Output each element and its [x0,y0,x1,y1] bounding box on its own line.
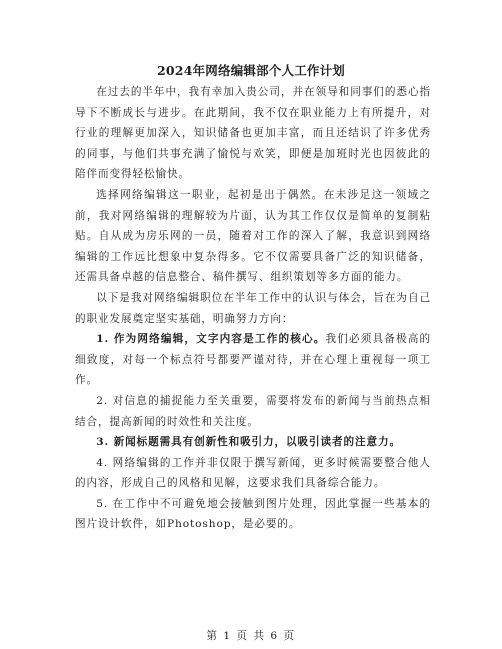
list-item-1 [75,329,431,391]
paragraph-intro [75,82,431,185]
list-item-text: 5. 在工作中不可避免地会接触到图片处理，因此掌握一些基本的图片设计软件，如Photoshop，是必要的。 [75,497,431,531]
list-item-2 [75,391,431,432]
paragraph-text: 以下是我对网络编辑职位在半年工作中的认识与体会，旨在为自己的职业发展奠定坚实基础，明确努力方向： [75,291,431,325]
document-title: 2024年网络编辑部个人工作计划 [157,63,345,78]
list-item-text: 2. 对信息的捕捉能力至关重要，需要将发布的新闻与当前热点相结合，提高新闻的时效性和关注度。 [75,394,431,428]
paragraph-text: 在过去的半年中，我有幸加入贵公司，并在领导和同事们的悉心指导下不断成长与进步。在此期间，我不仅在职业能力上有所提升，对行业的理解更加深入，知识储备也更加丰富，而且还结识了许多优秀的同事，与他们共事充满了愉悦与欢笑，即便是加班时光也因彼此的陪伴而变得轻松愉快。 [75,86,431,181]
paragraph-career-choice [75,185,431,288]
paragraph-summary-lead [75,288,431,329]
list-item-text: 4. 网络编辑的工作并非仅限于撰写新闻，更多时候需要整合他人的内容，形成自己的风格和见解，这要求我们具备综合能力。 [75,456,431,490]
list-item-5 [75,494,431,535]
list-item-heading: 1. 作为网络编辑，文字内容是工作的核心。 [96,333,326,346]
list-item-3 [75,432,431,453]
document-body [75,82,431,535]
paragraph-text: 选择网络编辑这一职业，起初是出于偶然。在未涉足这一领域之前，我对网络编辑的理解较为片面，认为其工作仅仅是简单的复制粘贴。自从成为房乐网的一员，随着对工作的深入了解，我意识到网络编辑的工作远比想象中复杂得多。它不仅需要具备广泛的知识储备，还需具备卓越的信息整合、稿件撰写、组织策划等多方面的能力。 [75,188,431,284]
page-number-footer: 第 1 页 共 6 页 [206,630,296,642]
list-item-heading: 3. 新闻标题需具有创新性和吸引力，以吸引读者的注意力。 [96,436,401,449]
list-item-text: 我们必须具备极高的细致度，对每一个标点符号都要严谨对待，并在心理上重视每一项工作。 [75,333,431,387]
list-item-4 [75,453,431,494]
